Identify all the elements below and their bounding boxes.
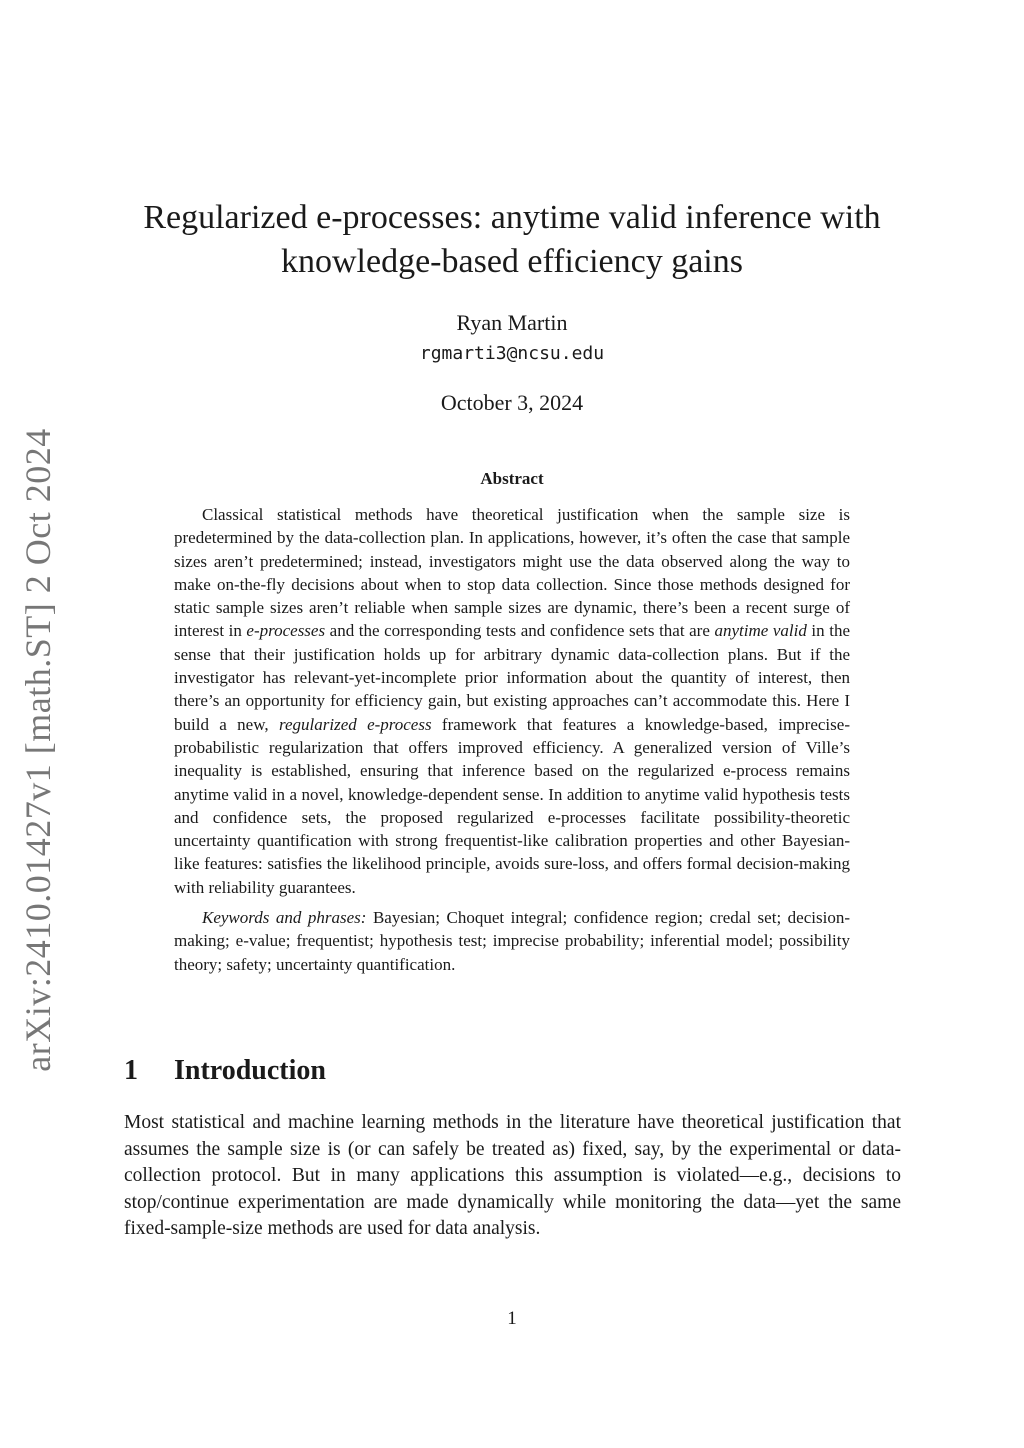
paper-title xyxy=(0,196,1024,284)
author-email: rgmarti3@ncsu.edu xyxy=(419,343,605,364)
section-number: 1 xyxy=(124,1055,138,1086)
page-number: 1 xyxy=(507,1308,517,1329)
arxiv-identifier: arXiv:2410.01427v1 [math.ST] 2 Oct 2024 xyxy=(18,428,58,1072)
keywords-list: Bayesian; Choquet integral; confidence region; credal set; decision-making; e-value; frequentist; hypothesis test; imprecise probability; inferential model; possibility theory; safety; uncertainty quantification. xyxy=(174,908,850,974)
intro-paragraph: Most statistical and machine learning methods in the literature have theoretical justification that assumes the sample size is (or can safely be treated as) fixed, say, by the experimental or data-collection protocol. But in many applications this assumption is violated—e.g., decisions to stop/continue experimentation are made dynamically while monitoring the data—yet the same fixed-sample-size methods are used for data analysis. xyxy=(124,1112,901,1240)
title-line-2: knowledge-based efficiency gains xyxy=(281,243,743,280)
title-line-1: Regularized e-processes: anytime valid inference with xyxy=(143,199,881,236)
paper-date: October 3, 2024 xyxy=(440,390,584,415)
abstract-text-3: in the sense that their justification holds up for arbitrary dynamic data-collection plans. But if the investigator has relevant-yet-incomplete prior information about the quantity of interest, then there’s an opportunity for efficiency gain, but existing approaches can’t accommodate this. Here I build a new, xyxy=(174,621,850,734)
abstract-text-2: and the corresponding tests and confidence sets that are xyxy=(325,621,715,641)
abstract-emphasis-1: e-processes xyxy=(246,621,326,641)
abstract xyxy=(174,503,850,976)
author-name: Ryan Martin xyxy=(456,310,568,335)
abstract-emphasis-2: anytime valid xyxy=(714,621,807,641)
keywords-label: Keywords and phrases: xyxy=(202,908,367,928)
abstract-heading: Abstract xyxy=(480,469,544,488)
abstract-text-1: Classical statistical methods have theoretical justification when the sample size is predetermined by the data-collection plan. In applications, however, it’s often the case that sample sizes aren’t predetermined; instead, investigators might use the data observed along the way to make on-the-fly decisions about when to stop data collection. Since those methods designed for static sample sizes aren’t reliable when sample sizes are dynamic, there’s been a recent surge of interest in xyxy=(174,505,850,641)
keywords xyxy=(174,906,850,976)
abstract-body xyxy=(174,503,850,899)
abstract-emphasis-3: regularized e-process xyxy=(278,714,432,734)
section-heading xyxy=(124,1055,326,1087)
title-block xyxy=(0,196,1024,284)
section-title: Introduction xyxy=(174,1055,326,1086)
abstract-text-4: framework that features a knowledge-based, imprecise-probabilistic regularization that offers improved efficiency. A generalized version of Ville’s inequality is established, ensuring that inference based on the regularized e-process remains anytime valid in a novel, knowledge-dependent sense. In addition to anytime valid hypothesis tests and confidence sets, the proposed regularized e-processes facilitate possibility-theoretic uncertainty quantification with strong frequentist-like calibration properties and other Bayesian-like features: satisfies the likelihood principle, avoids sure-loss, and offers formal decision-making with reliability guarantees. xyxy=(174,714,850,897)
